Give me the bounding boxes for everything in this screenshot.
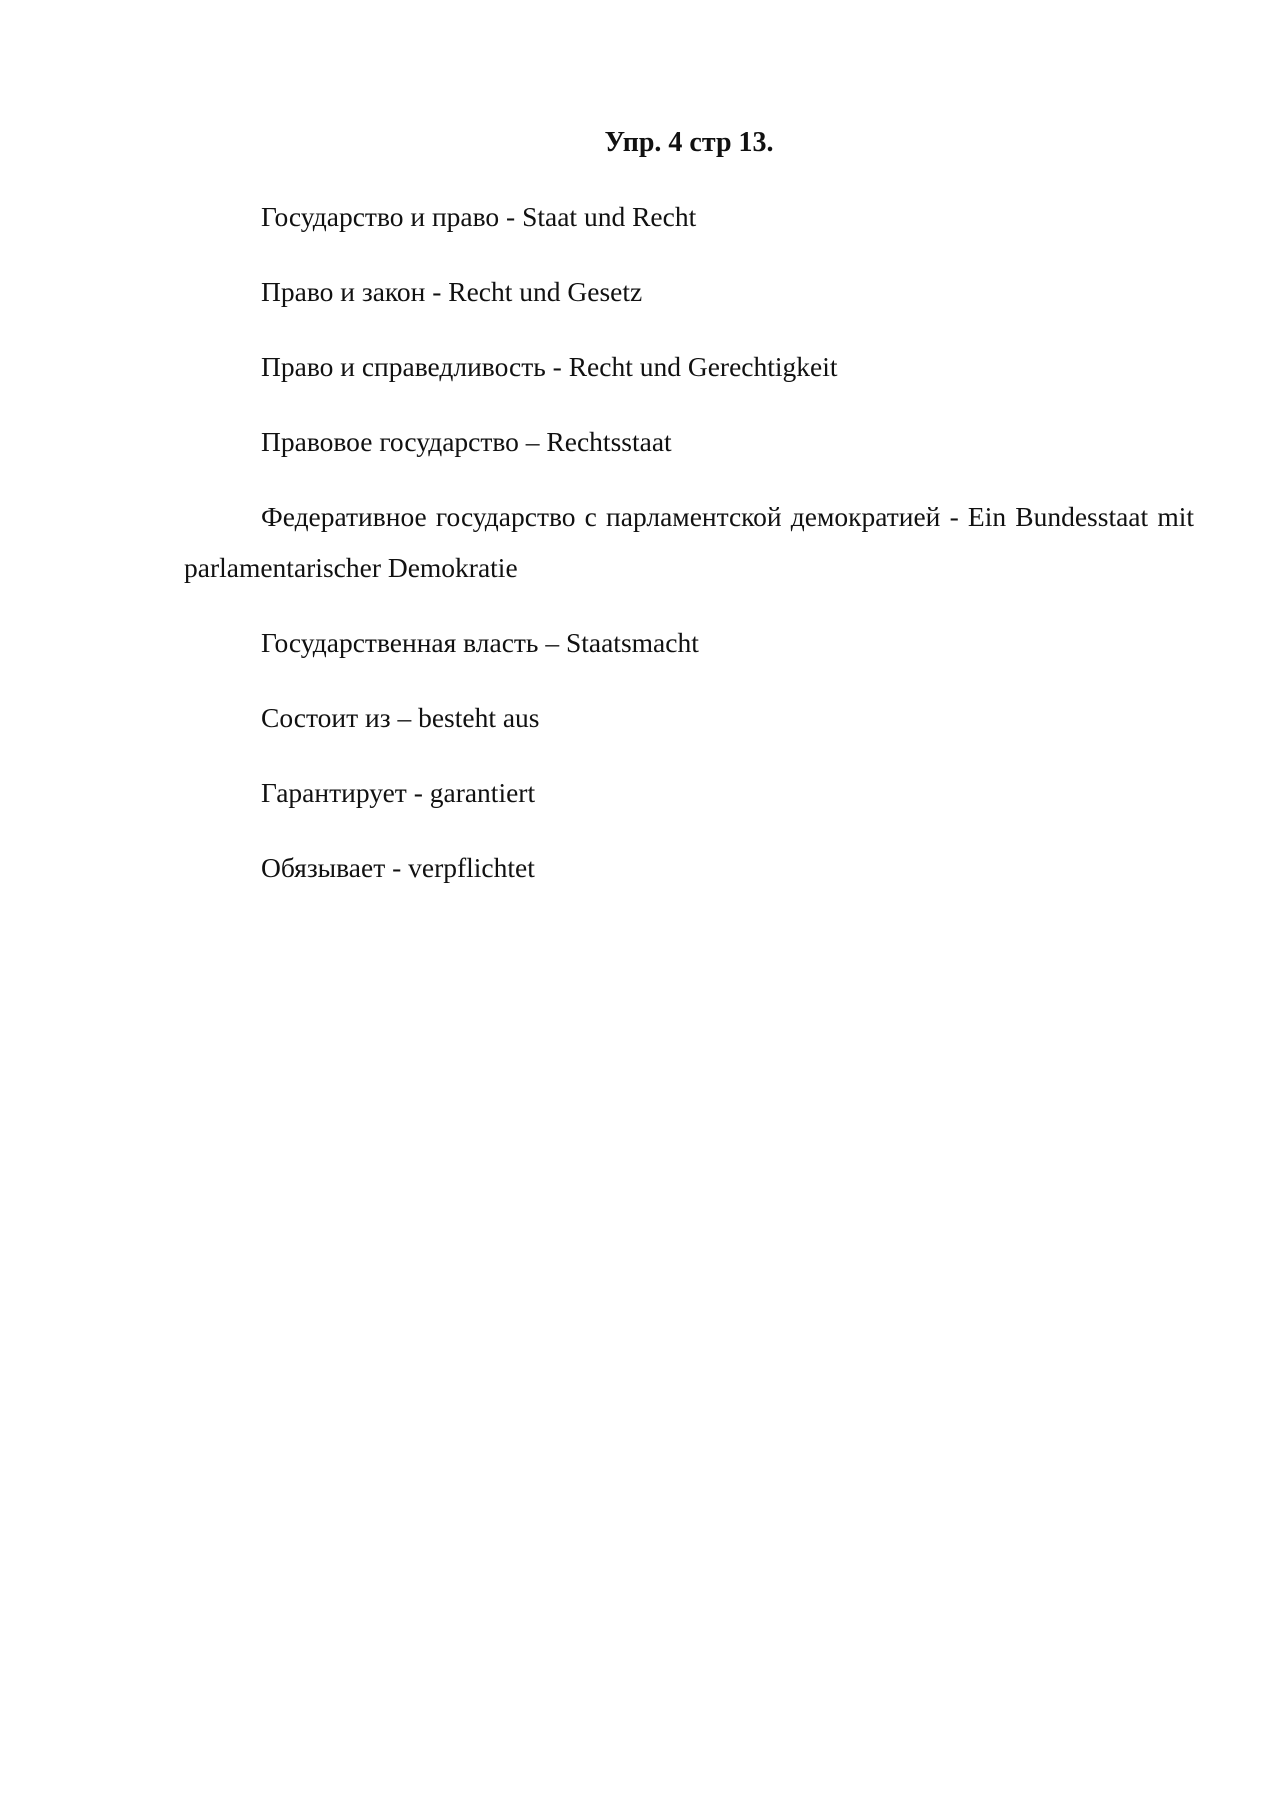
vocab-line: Гарантирует - garantiert [261, 777, 536, 808]
vocab-line: Обязывает - verpflichtet [261, 852, 535, 883]
vocab-line: Государство и право - Staat und Recht [261, 201, 697, 232]
document-body [184, 118, 1194, 893]
vocab-line: Право и справедливость - Recht und Gerechtigkeit [261, 351, 838, 382]
vocab-line: Право и закон - Recht und Gesetz [261, 276, 643, 307]
exercise-title: Упр. 4 стр 13. [604, 127, 774, 158]
vocab-line: Федеративное государство с парламентской демократией - Ein Bundesstaat mit parlamentarischer Demokratie [184, 501, 1194, 583]
vocab-line: Состоит из – besteht aus [261, 702, 540, 733]
vocab-line: Правовое государство – Rechtsstaat [261, 426, 672, 457]
vocab-line: Государственная власть – Staatsmacht [261, 627, 699, 658]
